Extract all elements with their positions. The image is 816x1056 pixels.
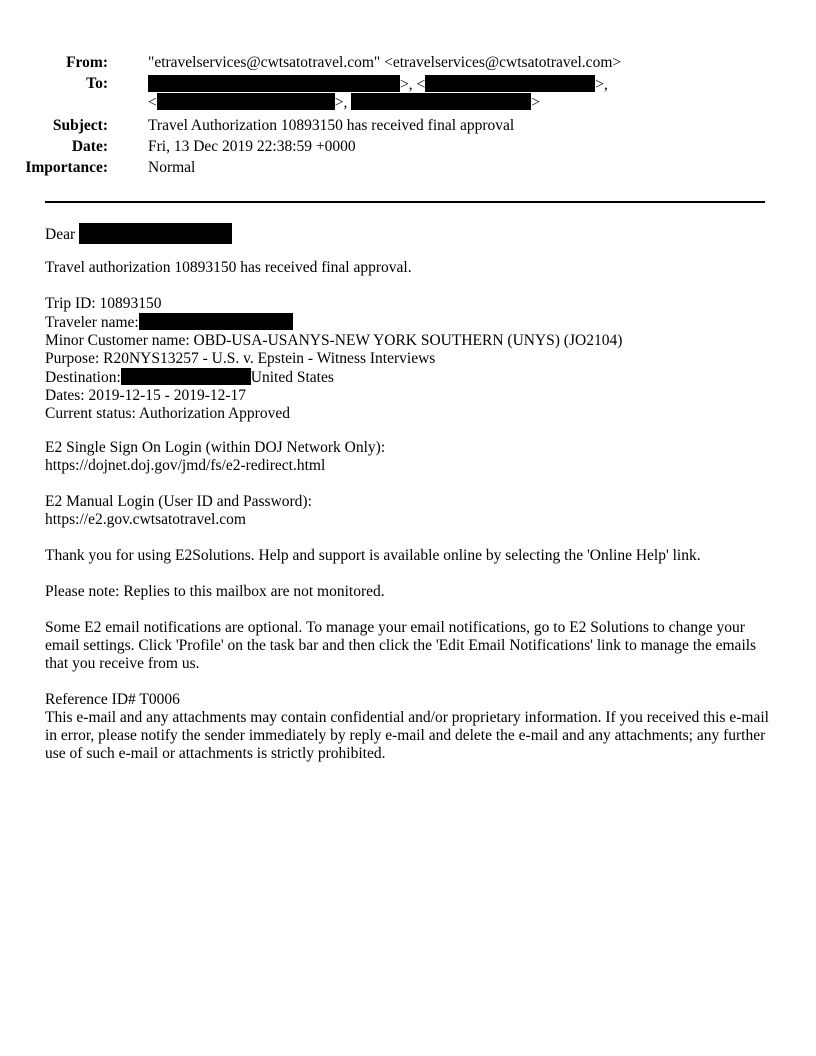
greeting xyxy=(45,223,775,244)
sso-login xyxy=(45,439,775,475)
to-separator: < xyxy=(148,94,157,111)
purpose: Purpose: R20NYS13257 - U.S. v. Epstein - Witness Interviews xyxy=(45,350,436,367)
to-separator: > xyxy=(531,94,540,111)
redaction-box xyxy=(121,368,251,385)
manual-url[interactable]: https://e2.gov.cwtsatotravel.com xyxy=(45,511,246,528)
current-status: Current status: Authorization Approved xyxy=(45,405,290,422)
disclaimer-text: This e-mail and any attachments may contain confidential and/or proprietary information. If you received this e-mail in error, please notify the sender immediately by reply e-mail and delete the e-mail and any attachments; any further use of such e-mail or attachments is strictly prohibited. xyxy=(45,709,769,762)
thanks-text: Thank you for using E2Solutions. Help and support is available online by selecting the 'Online Help' link. xyxy=(45,547,701,564)
trip-details xyxy=(45,295,775,423)
redaction-box xyxy=(139,313,293,330)
trip-id: Trip ID: 10893150 xyxy=(45,295,162,312)
date-label: Date: xyxy=(71,138,108,155)
sso-url[interactable]: https://dojnet.doj.gov/jmd/fs/e2-redirect.html xyxy=(45,457,326,474)
manual-title: E2 Manual Login (User ID and Password): xyxy=(45,493,312,510)
destination-label: Destination: xyxy=(45,369,121,386)
destination-country: United States xyxy=(250,369,334,386)
minor-customer: Minor Customer name: OBD-USA-USANYS-NEW YORK SOUTHERN (UNYS) (JO2104) xyxy=(45,332,623,349)
redaction-box xyxy=(425,75,595,92)
manual-login xyxy=(45,493,775,529)
sso-title: E2 Single Sign On Login (within DOJ Network Only): xyxy=(45,439,386,456)
to-separator: >, < xyxy=(400,76,426,93)
subject-label: Subject: xyxy=(52,117,108,134)
importance-value: Normal xyxy=(148,159,196,176)
notifications-text: Some E2 email notifications are optional. To manage your email notifications, go to E2 Solutions to change your email settings. Click 'Profile' on the task bar and then click the 'Edit Email Notifications' link to manage the emails that you receive from us. xyxy=(45,619,757,672)
redaction-box xyxy=(79,223,232,244)
from-value: "etravelservices@cwtsatotravel.com" <etravelservices@cwtsatotravel.com> xyxy=(148,54,622,71)
dates: Dates: 2019-12-15 - 2019-12-17 xyxy=(45,387,247,404)
header-divider xyxy=(45,201,765,203)
redaction-box xyxy=(157,93,335,110)
importance-label: Importance: xyxy=(25,159,108,176)
to-label: To: xyxy=(86,75,108,92)
to-separator: >, xyxy=(334,94,348,111)
date-value: Fri, 13 Dec 2019 22:38:59 +0000 xyxy=(148,138,356,155)
redaction-box xyxy=(148,75,400,92)
redaction-box xyxy=(351,93,531,110)
traveler-label: Traveler name: xyxy=(45,314,139,331)
intro xyxy=(45,259,775,277)
to-separator: >, xyxy=(595,76,608,93)
from-label: From: xyxy=(66,54,108,71)
note-text: Please note: Replies to this mailbox are not monitored. xyxy=(45,583,385,600)
greeting-text: Dear xyxy=(45,226,76,243)
reference-id: Reference ID# T0006 xyxy=(45,691,180,708)
intro-text: Travel authorization 10893150 has received final approval. xyxy=(45,259,412,276)
subject-value: Travel Authorization 10893150 has received final approval xyxy=(148,117,515,134)
